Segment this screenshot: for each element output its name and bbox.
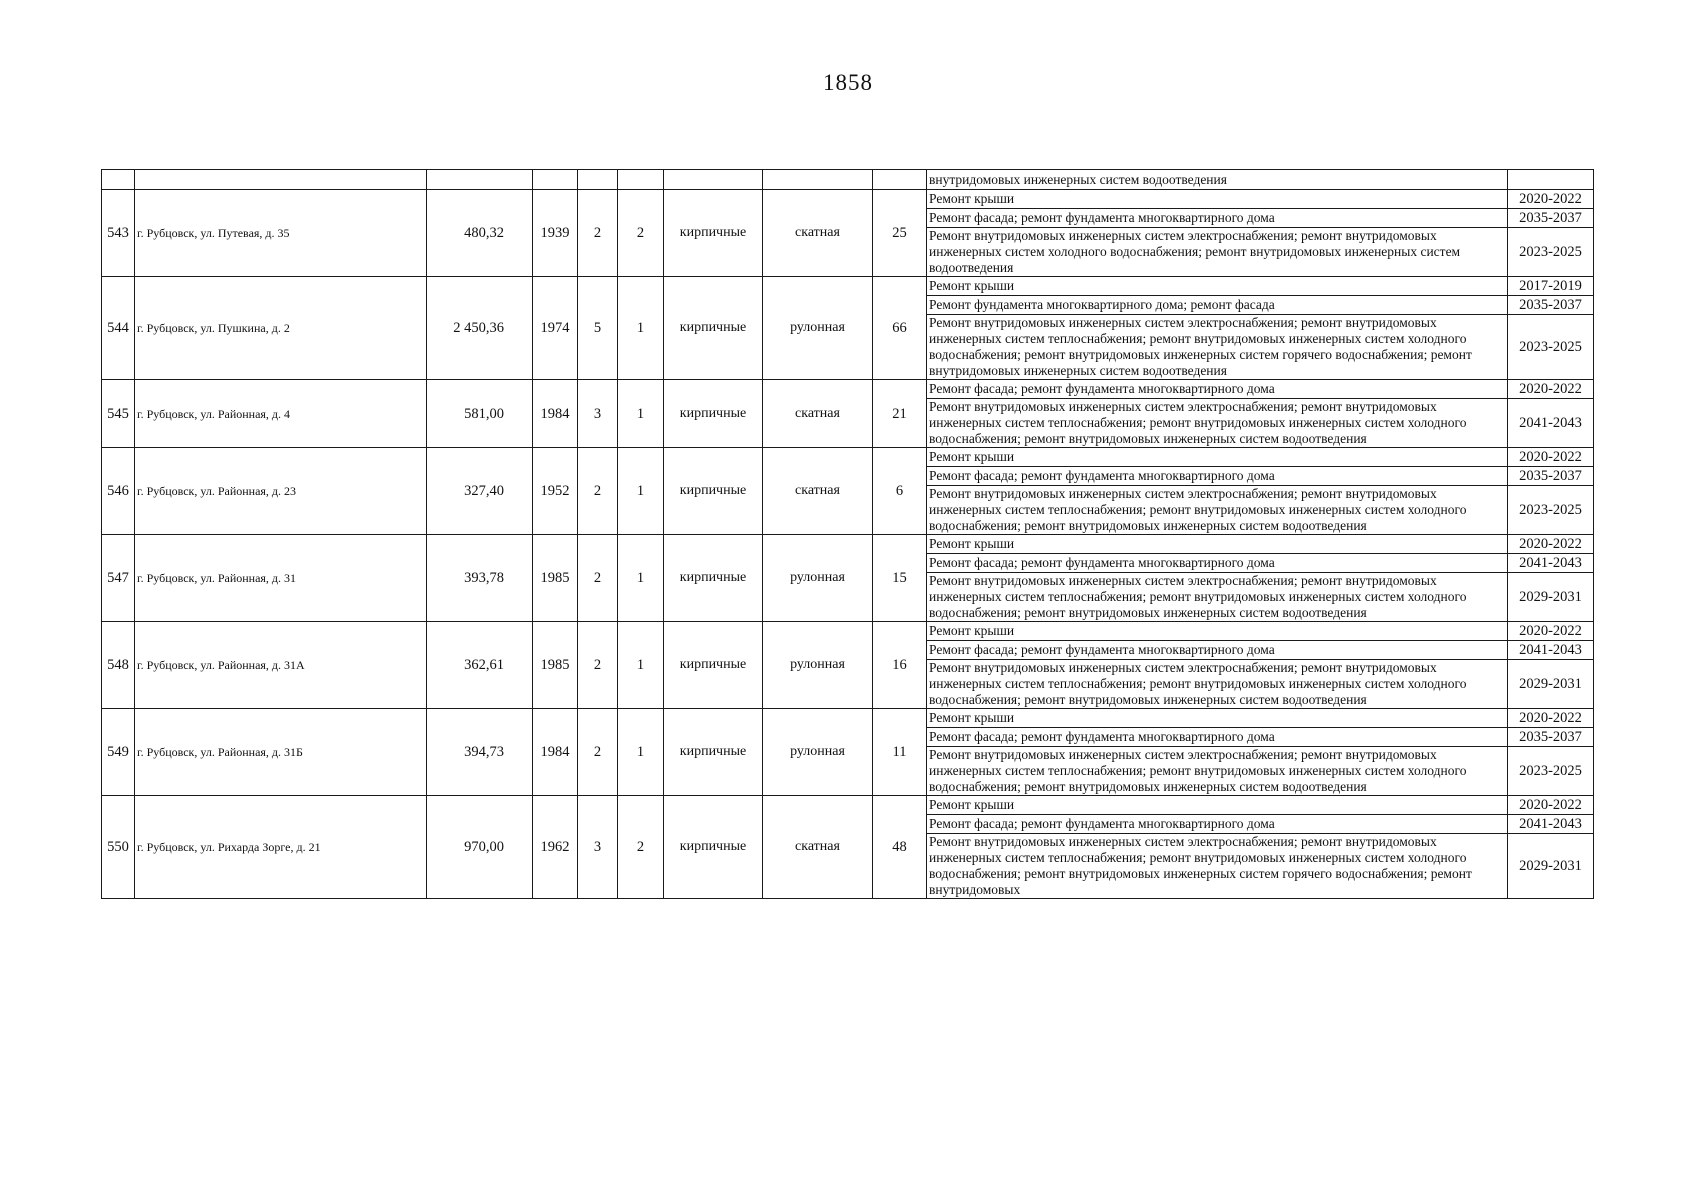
- house-address: г. Рубцовск, ул. Районная, д. 31А: [135, 622, 427, 709]
- house-roof-type: рулонная: [763, 709, 873, 796]
- house-number: 544: [102, 277, 135, 380]
- house-row: [102, 535, 1594, 554]
- work-term: 2020-2022: [1508, 380, 1594, 399]
- house-entrances: 1: [618, 535, 664, 622]
- empty-cell: [873, 170, 927, 190]
- house-roof-type: скатная: [763, 380, 873, 448]
- house-residents: 11: [873, 709, 927, 796]
- house-row: [102, 796, 1594, 815]
- house-area: 394,73: [427, 709, 533, 796]
- work-description: Ремонт фасада; ремонт фундамента многоквартирного дома: [927, 380, 1508, 399]
- empty-cell: [664, 170, 763, 190]
- house-year: 1962: [533, 796, 578, 899]
- house-year: 1984: [533, 709, 578, 796]
- work-description: Ремонт крыши: [927, 448, 1508, 467]
- work-term: 2023-2025: [1508, 315, 1594, 380]
- work-description: Ремонт внутридомовых инженерных систем электроснабжения; ремонт внутридомовых инженерных систем теплоснабжения; ремонт внутридомовых инженерных систем холодного водоснабжения; ремонт внутридомовых инженерных систем водоотведения: [927, 399, 1508, 448]
- house-address: г. Рубцовск, ул. Пушкина, д. 2: [135, 277, 427, 380]
- work-description: Ремонт фасада; ремонт фундамента многоквартирного дома: [927, 641, 1508, 660]
- house-entrances: 1: [618, 622, 664, 709]
- house-entrances: 1: [618, 277, 664, 380]
- house-wall-material: кирпичные: [664, 190, 763, 277]
- house-roof-type: рулонная: [763, 622, 873, 709]
- empty-cell: [763, 170, 873, 190]
- house-floors: 2: [578, 190, 618, 277]
- house-floors: 5: [578, 277, 618, 380]
- work-description: Ремонт фасада; ремонт фундамента многоквартирного дома: [927, 554, 1508, 573]
- house-row: [102, 622, 1594, 641]
- work-term: 2023-2025: [1508, 486, 1594, 535]
- work-term: 2035-2037: [1508, 209, 1594, 228]
- house-roof-type: скатная: [763, 796, 873, 899]
- house-residents: 48: [873, 796, 927, 899]
- continuation-row: [102, 170, 1594, 190]
- house-residents: 25: [873, 190, 927, 277]
- work-term: 2023-2025: [1508, 228, 1594, 277]
- work-term: 2041-2043: [1508, 399, 1594, 448]
- house-roof-type: рулонная: [763, 535, 873, 622]
- empty-cell: [533, 170, 578, 190]
- house-entrances: 1: [618, 380, 664, 448]
- work-term: 2020-2022: [1508, 190, 1594, 209]
- work-term: 2029-2031: [1508, 660, 1594, 709]
- house-row: [102, 709, 1594, 728]
- house-floors: 2: [578, 448, 618, 535]
- house-wall-material: кирпичные: [664, 448, 763, 535]
- work-term: 2017-2019: [1508, 277, 1594, 296]
- work-description: Ремонт крыши: [927, 622, 1508, 641]
- work-description: Ремонт внутридомовых инженерных систем электроснабжения; ремонт внутридомовых инженерных систем теплоснабжения; ремонт внутридомовых инженерных систем холодного водоснабжения; ремонт внутридомовых инженерных систем водоотведения: [927, 747, 1508, 796]
- house-wall-material: кирпичные: [664, 380, 763, 448]
- work-term: 2023-2025: [1508, 747, 1594, 796]
- house-address: г. Рубцовск, ул. Районная, д. 23: [135, 448, 427, 535]
- house-residents: 16: [873, 622, 927, 709]
- house-entrances: 2: [618, 796, 664, 899]
- house-number: 549: [102, 709, 135, 796]
- work-description: Ремонт фундамента многоквартирного дома; ремонт фасада: [927, 296, 1508, 315]
- work-description: Ремонт фасада; ремонт фундамента многоквартирного дома: [927, 209, 1508, 228]
- work-term: 2041-2043: [1508, 641, 1594, 660]
- work-description: Ремонт крыши: [927, 190, 1508, 209]
- page-number: 1858: [823, 70, 873, 95]
- work-description: Ремонт крыши: [927, 796, 1508, 815]
- house-address: г. Рубцовск, ул. Районная, д. 31: [135, 535, 427, 622]
- house-residents: 21: [873, 380, 927, 448]
- house-number: 546: [102, 448, 135, 535]
- house-year: 1939: [533, 190, 578, 277]
- house-area: 581,00: [427, 380, 533, 448]
- work-term: 2020-2022: [1508, 448, 1594, 467]
- work-term: 2029-2031: [1508, 834, 1594, 899]
- house-wall-material: кирпичные: [664, 277, 763, 380]
- work-term: 2035-2037: [1508, 728, 1594, 747]
- house-number: 543: [102, 190, 135, 277]
- house-wall-material: кирпичные: [664, 622, 763, 709]
- work-term: 2020-2022: [1508, 796, 1594, 815]
- house-year: 1974: [533, 277, 578, 380]
- house-roof-type: скатная: [763, 190, 873, 277]
- house-entrances: 1: [618, 448, 664, 535]
- work-term: 2035-2037: [1508, 467, 1594, 486]
- house-roof-type: скатная: [763, 448, 873, 535]
- work-description: Ремонт крыши: [927, 535, 1508, 554]
- house-row: [102, 277, 1594, 296]
- house-address: г. Рубцовск, ул. Рихарда Зорге, д. 21: [135, 796, 427, 899]
- house-area: 362,61: [427, 622, 533, 709]
- work-description: внутридомовых инженерных систем водоотведения: [927, 170, 1508, 190]
- house-number: 547: [102, 535, 135, 622]
- work-term: 2041-2043: [1508, 554, 1594, 573]
- house-row: [102, 380, 1594, 399]
- house-floors: 3: [578, 380, 618, 448]
- house-residents: 15: [873, 535, 927, 622]
- house-wall-material: кирпичные: [664, 709, 763, 796]
- empty-cell: [427, 170, 533, 190]
- house-residents: 6: [873, 448, 927, 535]
- work-description: Ремонт внутридомовых инженерных систем электроснабжения; ремонт внутридомовых инженерных систем теплоснабжения; ремонт внутридомовых инженерных систем холодного водоснабжения; ремонт внутридомовых инженерных систем водоотведения: [927, 660, 1508, 709]
- work-description: Ремонт внутридомовых инженерных систем электроснабжения; ремонт внутридомовых инженерных систем теплоснабжения; ремонт внутридомовых инженерных систем холодного водоснабжения; ремонт внутридомовых инженерных систем водоотведения: [927, 486, 1508, 535]
- work-description: Ремонт внутридомовых инженерных систем электроснабжения; ремонт внутридомовых инженерных систем холодного водоснабжения; ремонт внутридомовых инженерных систем водоотведения: [927, 228, 1508, 277]
- house-number: 545: [102, 380, 135, 448]
- work-term: 2020-2022: [1508, 622, 1594, 641]
- house-area: 2 450,36: [427, 277, 533, 380]
- work-term: 2020-2022: [1508, 709, 1594, 728]
- house-floors: 3: [578, 796, 618, 899]
- house-row: [102, 190, 1594, 209]
- house-wall-material: кирпичные: [664, 535, 763, 622]
- house-roof-type: рулонная: [763, 277, 873, 380]
- house-wall-material: кирпичные: [664, 796, 763, 899]
- house-entrances: 2: [618, 190, 664, 277]
- work-term: 2035-2037: [1508, 296, 1594, 315]
- house-floors: 2: [578, 535, 618, 622]
- work-description: Ремонт крыши: [927, 277, 1508, 296]
- work-term: [1508, 170, 1594, 190]
- empty-cell: [135, 170, 427, 190]
- work-description: Ремонт внутридомовых инженерных систем электроснабжения; ремонт внутридомовых инженерных систем теплоснабжения; ремонт внутридомовых инженерных систем холодного водоснабжения; ремонт внутридомовых инженерных систем горячего водоснабжения; ремонт внутридомовых: [927, 834, 1508, 899]
- work-description: Ремонт крыши: [927, 709, 1508, 728]
- empty-cell: [102, 170, 135, 190]
- house-year: 1985: [533, 535, 578, 622]
- work-description: Ремонт фасада; ремонт фундамента многоквартирного дома: [927, 815, 1508, 834]
- house-area: 480,32: [427, 190, 533, 277]
- house-area: 393,78: [427, 535, 533, 622]
- house-year: 1985: [533, 622, 578, 709]
- house-address: г. Рубцовск, ул. Районная, д. 4: [135, 380, 427, 448]
- work-description: Ремонт внутридомовых инженерных систем электроснабжения; ремонт внутридомовых инженерных систем теплоснабжения; ремонт внутридомовых инженерных систем холодного водоснабжения; ремонт внутридомовых инженерных систем водоотведения: [927, 573, 1508, 622]
- empty-cell: [578, 170, 618, 190]
- empty-cell: [618, 170, 664, 190]
- house-area: 970,00: [427, 796, 533, 899]
- work-term: 2041-2043: [1508, 815, 1594, 834]
- work-term: 2029-2031: [1508, 573, 1594, 622]
- house-area: 327,40: [427, 448, 533, 535]
- house-row: [102, 448, 1594, 467]
- capital-repair-table: [101, 169, 1594, 899]
- work-description: Ремонт внутридомовых инженерных систем электроснабжения; ремонт внутридомовых инженерных систем теплоснабжения; ремонт внутридомовых инженерных систем холодного водоснабжения; ремонт внутридомовых инженерных систем горячего водоснабжения; ремонт внутридомовых инженерных систем водоотведения: [927, 315, 1508, 380]
- house-year: 1952: [533, 448, 578, 535]
- house-year: 1984: [533, 380, 578, 448]
- house-entrances: 1: [618, 709, 664, 796]
- house-number: 550: [102, 796, 135, 899]
- house-floors: 2: [578, 709, 618, 796]
- house-number: 548: [102, 622, 135, 709]
- house-floors: 2: [578, 622, 618, 709]
- work-description: Ремонт фасада; ремонт фундамента многоквартирного дома: [927, 728, 1508, 747]
- work-description: Ремонт фасада; ремонт фундамента многоквартирного дома: [927, 467, 1508, 486]
- house-address: г. Рубцовск, ул. Путевая, д. 35: [135, 190, 427, 277]
- house-residents: 66: [873, 277, 927, 380]
- work-term: 2020-2022: [1508, 535, 1594, 554]
- house-address: г. Рубцовск, ул. Районная, д. 31Б: [135, 709, 427, 796]
